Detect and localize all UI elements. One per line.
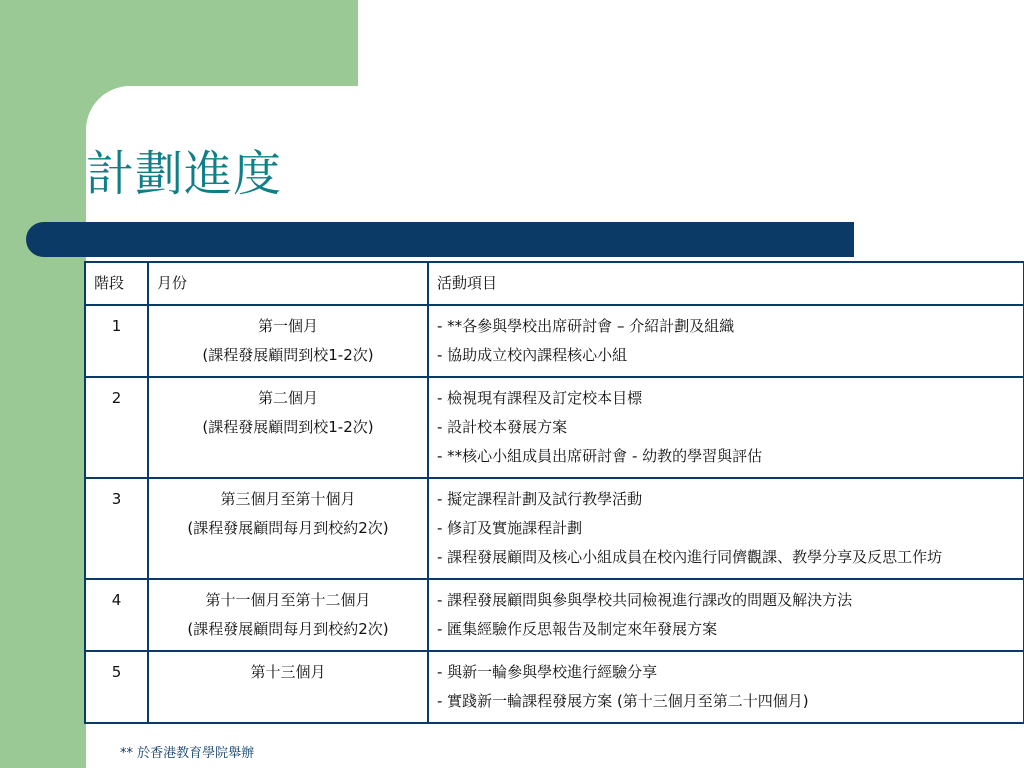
footnote: ** 於香港教育學院舉辦: [120, 746, 255, 761]
stage-cell: 1: [85, 305, 148, 377]
table-row: [85, 305, 1024, 377]
month-line: (課程發展顧問每月到校約2次): [187, 519, 389, 537]
stage-cell: 4: [85, 579, 148, 651]
slide-title: 計劃進度: [86, 146, 283, 202]
header-month: 月份: [148, 262, 428, 305]
month-cell: [148, 478, 428, 579]
month-cell: [148, 377, 428, 478]
table-row: [85, 651, 1024, 723]
month-line: (課程發展顧問到校1-2次): [202, 346, 374, 364]
stage-cell: 5: [85, 651, 148, 723]
activity-item: - **核心小組成員出席研討會 - 幼教的學習與評估: [437, 447, 763, 465]
schedule-table: [84, 261, 1024, 724]
month-cell: [148, 579, 428, 651]
table-row: [85, 478, 1024, 579]
month-cell: [148, 651, 428, 723]
table-header-row: [85, 262, 1024, 305]
activity-item: - 實踐新一輪課程發展方案 (第十三個月至第二十四個月): [437, 692, 809, 710]
month-cell: [148, 305, 428, 377]
activity-item: - 檢視現有課程及訂定校本目標: [437, 389, 643, 407]
activity-item: - **各參與學校出席研討會 – 介紹計劃及組織: [437, 317, 735, 335]
activities-cell: [428, 305, 1024, 377]
activity-item: - 課程發展顧問與參與學校共同檢視進行課改的問題及解決方法: [437, 591, 853, 609]
header-activities: 活動項目: [428, 262, 1024, 305]
month-line: (課程發展顧問每月到校約2次): [187, 620, 389, 638]
month-line: 第三個月至第十個月: [220, 490, 356, 508]
activities-cell: [428, 579, 1024, 651]
activity-item: - 協助成立校內課程核心小組: [437, 346, 628, 364]
month-line: 第二個月: [257, 389, 318, 407]
month-line: 第十一個月至第十二個月: [205, 591, 371, 609]
month-line: 第十三個月: [250, 663, 326, 681]
activity-item: - 匯集經驗作反思報告及制定來年發展方案: [437, 620, 718, 638]
stage-cell: 3: [85, 478, 148, 579]
title-divider-bar: [26, 222, 854, 257]
stage-cell: 2: [85, 377, 148, 478]
activities-cell: [428, 478, 1024, 579]
month-line: 第一個月: [257, 317, 318, 335]
month-line: (課程發展顧問到校1-2次): [202, 418, 374, 436]
activity-item: - 修訂及實施課程計劃: [437, 519, 583, 537]
table-row: [85, 579, 1024, 651]
activity-item: - 課程發展顧問及核心小組成員在校內進行同儕觀課、教學分享及反思工作坊: [437, 548, 943, 566]
activities-cell: [428, 651, 1024, 723]
header-stage: 階段: [85, 262, 148, 305]
activity-item: - 與新一輪參與學校進行經驗分享: [437, 663, 658, 681]
activity-item: - 設計校本發展方案: [437, 418, 568, 436]
table-row: [85, 377, 1024, 478]
activities-cell: [428, 377, 1024, 478]
activity-item: - 擬定課程計劃及試行教學活動: [437, 490, 643, 508]
